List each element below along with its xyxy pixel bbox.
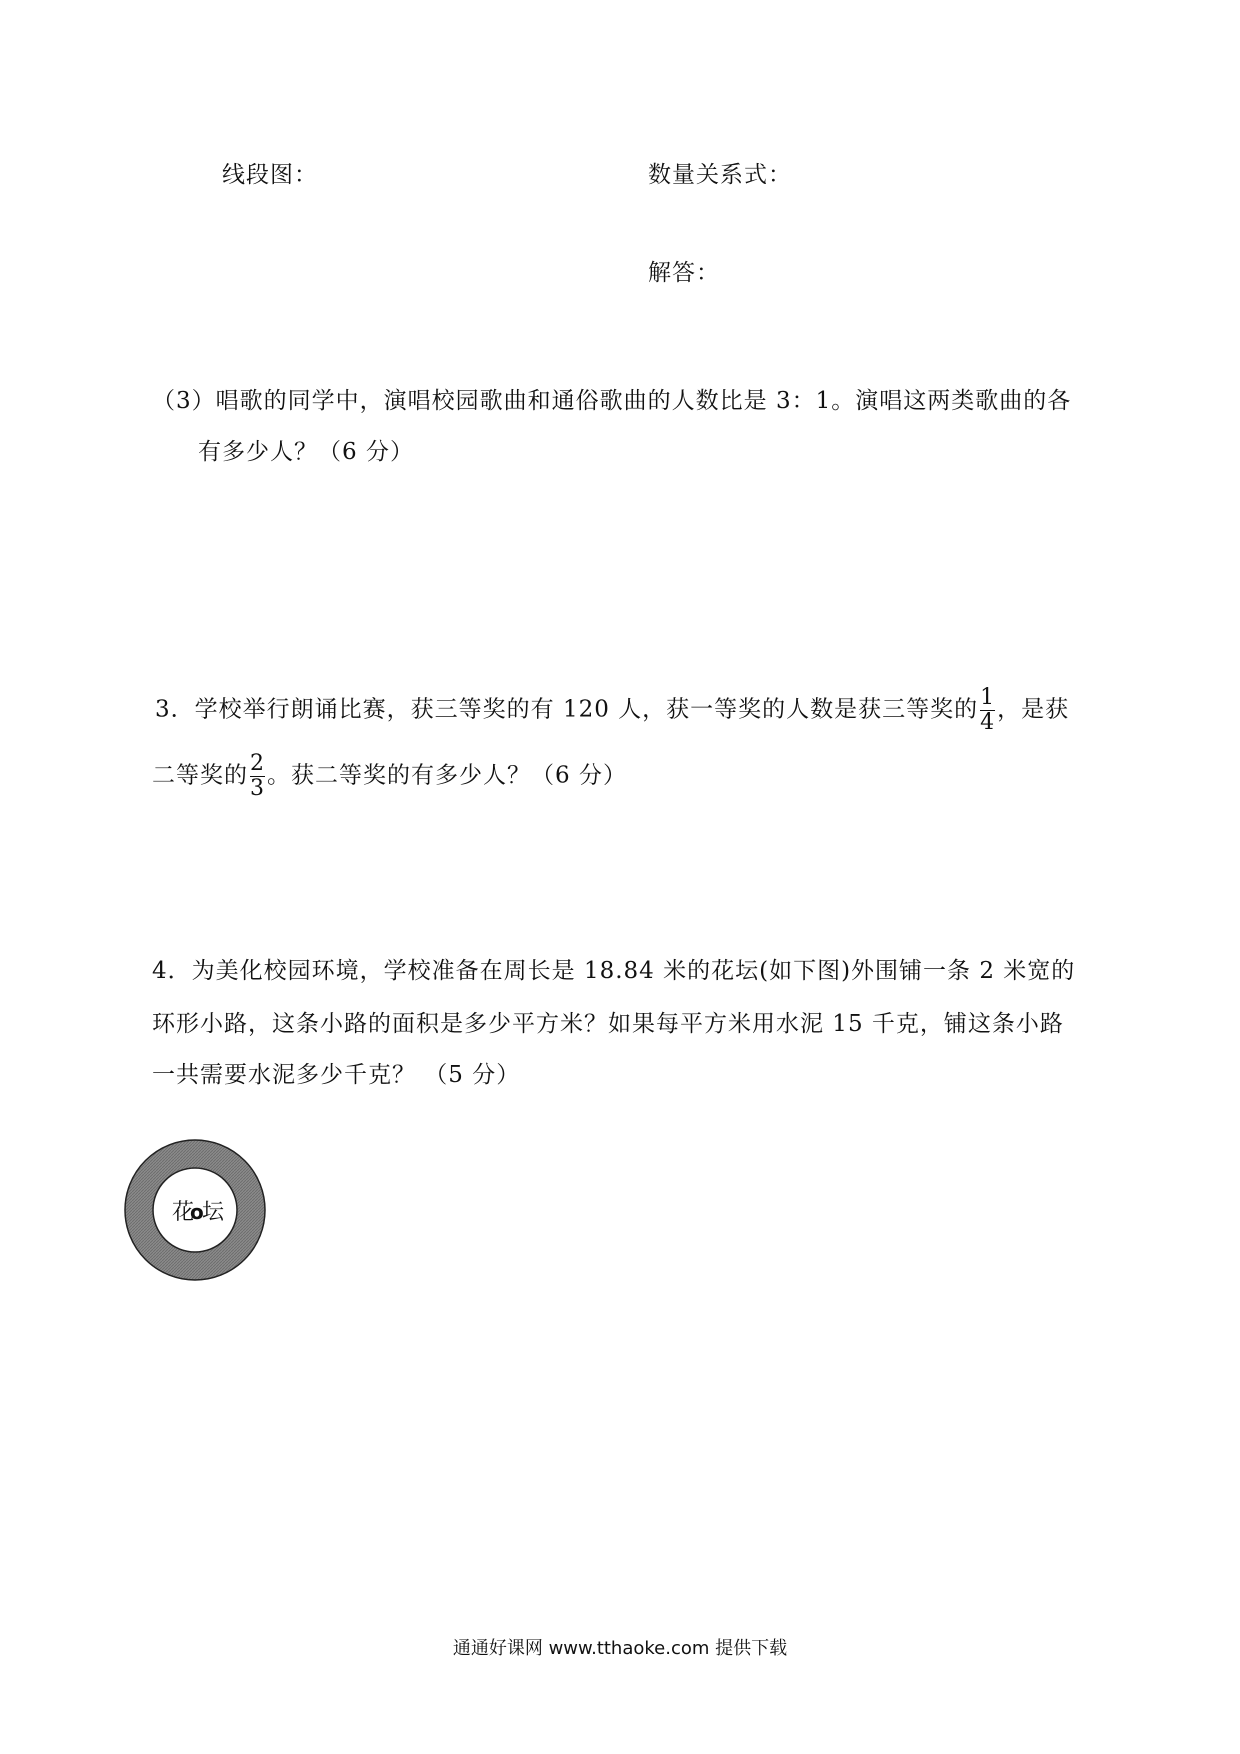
relation-label: 数量关系式： bbox=[648, 162, 792, 188]
diagram-label: 线段图： bbox=[222, 162, 318, 188]
fraction-numerator: 1 bbox=[980, 685, 996, 710]
footer-source: 通通好课网 www.tthaoke.com 提供下载 bbox=[452, 1638, 788, 1659]
fraction-denominator: 4 bbox=[980, 710, 996, 735]
fraction-denominator: 3 bbox=[250, 776, 265, 801]
flower-bed-label-left: 花 bbox=[172, 1200, 195, 1225]
question-4-line2: 环形小路，这条小路的面积是多少平方米？如果每平方米用水泥 15 千克，铺这条小路 bbox=[152, 1011, 1064, 1037]
question-3-text-d: 。获二等奖的有多少人？（6 分） bbox=[267, 762, 627, 789]
question-3-text-a: 3．学校举行朗诵比赛，获三等奖的有 120 人，获一等奖的人数是获三等奖的 bbox=[155, 696, 979, 723]
fraction-one-quarter bbox=[980, 686, 995, 735]
question-3-line2 bbox=[152, 752, 627, 801]
answer-label: 解答： bbox=[648, 260, 720, 286]
question-3-sub-line2: 有多少人？（6 分） bbox=[198, 439, 414, 465]
flower-bed-ring-diagram bbox=[120, 1135, 270, 1285]
question-3-text-b: ，是获 bbox=[997, 696, 1070, 723]
center-mark: o bbox=[190, 1200, 204, 1224]
question-4-line1: 4．为美化校园环境，学校准备在周长是 18.84 米的花坛(如下图)外围铺一条 2 米宽的 bbox=[152, 958, 1076, 984]
fraction-numerator: 2 bbox=[250, 751, 265, 776]
flower-bed-label-right: 坛 bbox=[202, 1200, 225, 1225]
question-3-sub-line1: （3）唱歌的同学中，演唱校园歌曲和通俗歌曲的人数比是 3：1。演唱这两类歌曲的各 bbox=[152, 388, 1072, 414]
fraction-two-thirds bbox=[250, 752, 265, 801]
question-4-line3: 一共需要水泥多少千克？ （5 分） bbox=[152, 1062, 521, 1088]
question-3-text-c: 二等奖的 bbox=[152, 762, 248, 789]
question-3-line1 bbox=[155, 686, 1069, 735]
